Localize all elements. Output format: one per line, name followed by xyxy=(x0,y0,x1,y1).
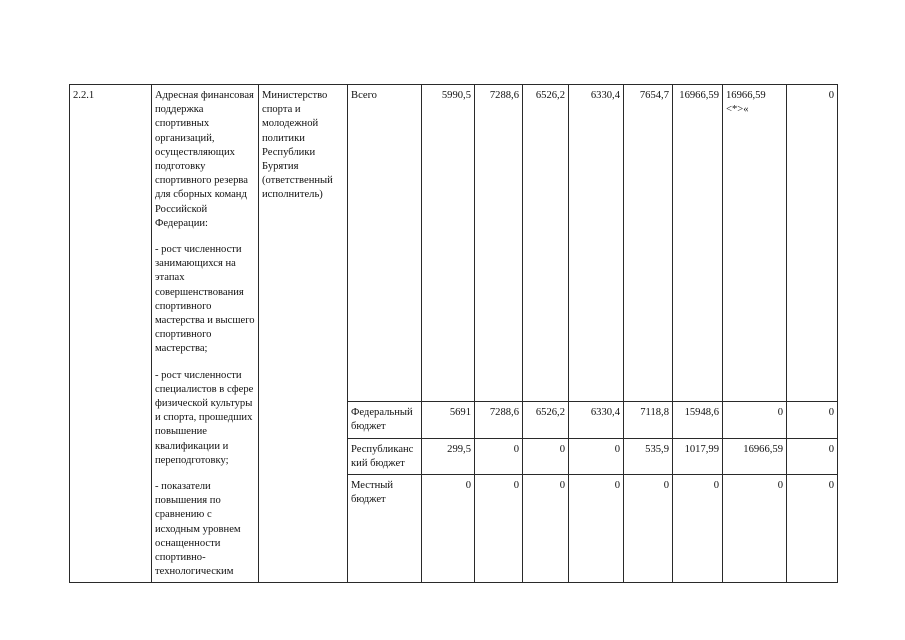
value-cell: 15948,6 xyxy=(673,402,723,439)
value-cell: 7118,8 xyxy=(624,402,673,439)
value-cell: 1017,99 xyxy=(673,439,723,475)
value-cell: 0 xyxy=(475,439,523,475)
program-funding-table xyxy=(69,84,838,583)
value-cell: 5990,5 xyxy=(422,85,475,402)
value-cell: 0 xyxy=(523,439,569,475)
value-cell: 16966,59 xyxy=(723,439,787,475)
value-cell: 0 xyxy=(624,475,673,583)
value-cell: 6330,4 xyxy=(569,85,624,402)
value-cell: 0 xyxy=(787,402,838,439)
value-cell: 0 xyxy=(787,85,838,402)
value-cell: 6526,2 xyxy=(523,85,569,402)
value-cell: 6330,4 xyxy=(569,402,624,439)
description-paragraph: - рост численности занимающихся на этапах совершенствования спортивного мастерства и высшего спортивного мастерства; xyxy=(155,244,255,355)
value-cell: 7654,7 xyxy=(624,85,673,402)
value-cell: 0 xyxy=(723,402,787,439)
description-paragraph: - показатели повышения по сравнению с исходным уровнем оснащенности спортивно-технологическим xyxy=(155,481,241,578)
value-cell: 6526,2 xyxy=(523,402,569,439)
funding-source-cell: Всего xyxy=(348,85,422,402)
value-cell: 0 xyxy=(422,475,475,583)
value-cell: 299,5 xyxy=(422,439,475,475)
value-cell: 7288,6 xyxy=(475,402,523,439)
description-paragraph: - рост численности специалистов в сфере физической культуры и спорта, прошедших повышение квалификации и переподготовку; xyxy=(155,369,254,466)
value-cell: 5691 xyxy=(422,402,475,439)
value-cell: 0 xyxy=(475,475,523,583)
measure-code-cell: 2.2.1 xyxy=(70,85,152,583)
budget-row-total xyxy=(70,85,838,402)
executor-cell: Министерство спорта и молодежной политики Республики Бурятия (ответственный исполнитель) xyxy=(259,85,348,583)
value-cell: 0 xyxy=(673,475,723,583)
value-cell: 0 xyxy=(569,475,624,583)
value-cell: 16966,59 xyxy=(673,85,723,402)
value-cell: 0 xyxy=(569,439,624,475)
value-cell: 7288,6 xyxy=(475,85,523,402)
funding-source-cell: Республиканский бюджет xyxy=(348,439,422,475)
measure-description-cell xyxy=(152,85,259,583)
value-cell: 0 xyxy=(787,475,838,583)
description-paragraph: Адресная финансовая поддержка спортивных организаций, осуществляющих подготовку спортивного резерва для сборных команд Российской Федерации: xyxy=(155,90,254,229)
value-cell-annotated: 16966,59 <*>« xyxy=(723,85,787,402)
funding-source-cell: Местный бюджет xyxy=(348,475,422,583)
value-cell: 0 xyxy=(523,475,569,583)
funding-source-cell: Федеральный бюджет xyxy=(348,402,422,439)
value-cell: 0 xyxy=(723,475,787,583)
value-cell: 535,9 xyxy=(624,439,673,475)
value-cell: 0 xyxy=(787,439,838,475)
